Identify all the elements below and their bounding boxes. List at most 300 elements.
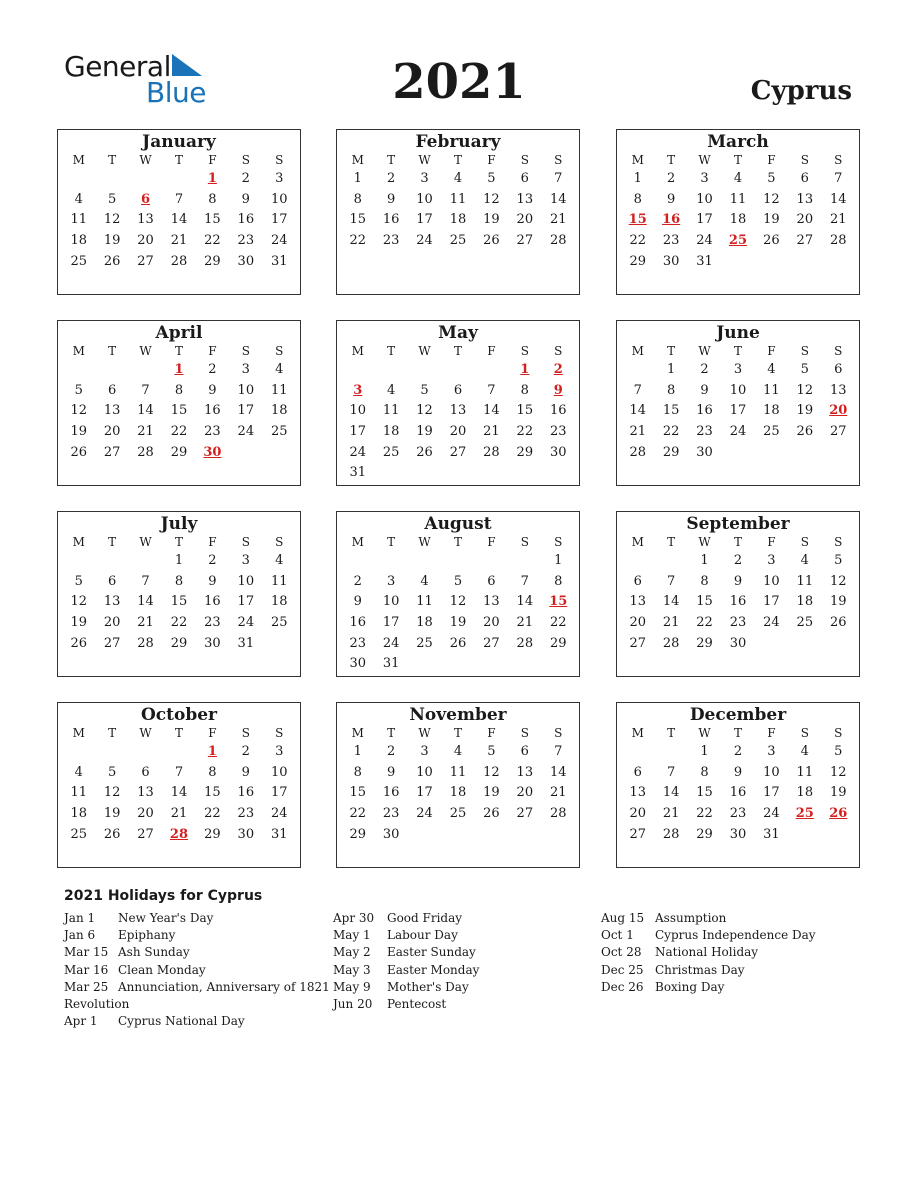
- day-cell: 30: [549, 444, 567, 460]
- holiday-day-cell: 1: [207, 171, 217, 186]
- day-cell: 16: [349, 615, 366, 631]
- day-cell: 2: [241, 744, 250, 759]
- day-cell: 4: [74, 191, 83, 207]
- day-cell: 6: [800, 171, 809, 186]
- day-cell: 16: [696, 403, 713, 419]
- day-cell: 22: [696, 615, 713, 631]
- day-cell: [441, 654, 474, 675]
- day-cell: 19: [763, 212, 780, 228]
- month-august: [336, 511, 580, 677]
- weekday-label: S: [800, 535, 809, 549]
- day-cell: 16: [204, 594, 221, 610]
- day-cell: 9: [208, 382, 217, 398]
- holiday-day-cell: 2: [553, 362, 563, 377]
- day-cell: 2: [733, 744, 743, 759]
- weekday-label: F: [767, 535, 776, 549]
- day-cell: [162, 742, 195, 763]
- holiday-day-cell: 1: [520, 362, 530, 377]
- day-cell: 3: [767, 744, 776, 759]
- day-cell: 27: [483, 635, 500, 651]
- day-cell: 20: [137, 233, 154, 249]
- day-cell: 15: [170, 594, 188, 610]
- day-cell: 10: [237, 573, 255, 589]
- day-cell: 1: [633, 171, 642, 186]
- day-cell: 11: [416, 594, 433, 610]
- day-cell: 28: [170, 253, 188, 269]
- holiday-name: Boxing Day: [655, 979, 725, 994]
- day-cell: 5: [74, 382, 83, 398]
- day-cell: 20: [449, 424, 467, 440]
- day-cell: 9: [386, 764, 396, 780]
- holiday-date: Jun 20: [333, 996, 373, 1011]
- day-cell: 28: [829, 233, 847, 249]
- week-row: [617, 252, 859, 273]
- month-name: October: [140, 705, 217, 725]
- day-cell: 14: [170, 212, 188, 228]
- day-cell: 29: [204, 826, 221, 842]
- day-cell: 26: [449, 635, 467, 651]
- week-row: [337, 613, 579, 634]
- day-cell: 15: [662, 403, 680, 419]
- day-cell: 15: [349, 785, 366, 801]
- day-cell: 11: [270, 573, 288, 589]
- weekday-label: F: [208, 344, 217, 358]
- day-cell: 3: [420, 744, 429, 759]
- week-row: [617, 783, 859, 804]
- day-cell: 23: [696, 424, 713, 440]
- holiday-entry: [64, 1013, 330, 1030]
- day-cell: 25: [449, 806, 467, 822]
- day-cell: 24: [237, 424, 255, 440]
- day-cell: 7: [633, 382, 642, 398]
- day-cell: 3: [386, 573, 396, 589]
- day-cell: 18: [70, 233, 87, 249]
- day-cell: 15: [696, 785, 713, 801]
- day-cell: 30: [662, 253, 680, 269]
- day-cell: 18: [270, 403, 288, 419]
- day-cell: 7: [834, 171, 843, 186]
- day-cell: 20: [629, 806, 646, 822]
- weekday-label: S: [275, 726, 284, 740]
- day-cell: 10: [729, 382, 747, 398]
- day-cell: 15: [516, 403, 534, 419]
- day-cell: 23: [204, 424, 221, 440]
- day-cell: 24: [416, 806, 433, 822]
- month-july: [57, 511, 301, 677]
- day-cell: 9: [733, 764, 743, 780]
- day-cell: 12: [70, 403, 87, 419]
- week-row: [337, 654, 579, 675]
- day-cell: 15: [204, 212, 221, 228]
- holiday-day-cell: 25: [728, 233, 748, 249]
- day-cell: 4: [275, 553, 284, 568]
- day-cell: 17: [696, 212, 713, 228]
- day-cell: [341, 551, 374, 572]
- weekday-label: S: [520, 535, 529, 549]
- holiday-entry: [601, 910, 816, 927]
- day-cell: 5: [420, 382, 429, 398]
- day-cell: 10: [349, 403, 366, 419]
- day-cell: [95, 742, 128, 763]
- holiday-entry: [64, 962, 330, 979]
- holiday-date: Dec 25: [601, 962, 644, 977]
- day-cell: 24: [696, 233, 713, 249]
- holiday-name: Assumption: [655, 911, 727, 925]
- day-cell: 28: [137, 444, 154, 460]
- weekday-label: T: [733, 153, 742, 167]
- day-cell: 5: [107, 764, 117, 780]
- month-name: May: [438, 323, 478, 343]
- day-cell: 10: [237, 382, 255, 398]
- weekday-label: M: [72, 344, 85, 358]
- day-cell: 13: [449, 403, 467, 419]
- day-cell: 8: [174, 382, 184, 398]
- day-cell: [129, 360, 162, 381]
- day-cell: 27: [137, 253, 154, 269]
- day-cell: 28: [516, 635, 534, 651]
- day-cell: 9: [353, 594, 362, 610]
- day-cell: [822, 825, 855, 846]
- holiday-date: Mar 15: [64, 945, 109, 960]
- day-cell: 21: [483, 424, 500, 440]
- week-row: [337, 551, 579, 572]
- day-cell: 28: [549, 806, 567, 822]
- day-cell: 18: [70, 806, 87, 822]
- day-cell: 11: [796, 764, 814, 780]
- holiday-name: Epiphany: [118, 928, 176, 943]
- holiday-day-cell: 30: [203, 444, 222, 460]
- week-row: [58, 742, 300, 763]
- day-cell: 23: [237, 233, 255, 249]
- holiday-day-cell: 3: [353, 382, 363, 398]
- holiday-entry: [601, 962, 816, 979]
- day-cell: [475, 825, 508, 846]
- week-row: [337, 422, 579, 443]
- day-cell: 6: [453, 382, 463, 398]
- holiday-date: Jan 6: [64, 928, 96, 943]
- week-row: [58, 401, 300, 422]
- holiday-entry: [601, 979, 816, 996]
- weekday-label: T: [453, 726, 462, 740]
- week-row: [58, 551, 300, 572]
- day-cell: 11: [270, 382, 288, 398]
- day-cell: 10: [763, 764, 780, 780]
- day-cell: 17: [270, 212, 288, 228]
- day-cell: 28: [662, 635, 680, 651]
- week-row: [337, 825, 579, 846]
- day-cell: 8: [174, 573, 184, 589]
- weekday-label: M: [631, 344, 644, 358]
- holiday-name: National Holiday: [655, 945, 759, 960]
- day-cell: 1: [700, 553, 709, 568]
- day-cell: 25: [449, 233, 467, 249]
- day-cell: 31: [696, 253, 713, 269]
- day-cell: 19: [483, 785, 500, 801]
- day-cell: 9: [386, 191, 396, 207]
- day-cell: 5: [487, 744, 496, 759]
- weekday-label: W: [418, 726, 431, 740]
- day-cell: 10: [270, 764, 288, 780]
- day-cell: 3: [275, 171, 284, 186]
- week-row: [617, 210, 859, 231]
- day-cell: 18: [796, 594, 814, 610]
- day-cell: 23: [237, 806, 255, 822]
- weekday-label: W: [139, 535, 152, 549]
- day-cell: 7: [141, 573, 150, 589]
- weekday-label: S: [800, 344, 809, 358]
- day-cell: 24: [237, 615, 255, 631]
- weekday-label: T: [733, 535, 742, 549]
- day-cell: 17: [382, 615, 400, 631]
- holiday-date: Mar 16: [64, 962, 109, 977]
- day-cell: 2: [241, 171, 250, 186]
- day-cell: 21: [516, 615, 534, 631]
- day-cell: 14: [137, 403, 154, 419]
- week-row: [337, 572, 579, 593]
- day-cell: [822, 634, 855, 655]
- holiday-entry: [333, 979, 479, 996]
- day-cell: 21: [549, 212, 567, 228]
- weekday-label: F: [487, 726, 496, 740]
- weekday-label: S: [241, 726, 250, 740]
- day-cell: 4: [767, 362, 776, 377]
- day-cell: 7: [554, 744, 563, 759]
- day-cell: 27: [516, 806, 534, 822]
- day-cell: 10: [270, 191, 288, 207]
- day-cell: 30: [349, 656, 366, 672]
- day-cell: [95, 360, 128, 381]
- day-cell: 27: [629, 635, 646, 651]
- week-row: [337, 231, 579, 252]
- weekday-label: S: [834, 726, 843, 740]
- weekday-label: M: [72, 535, 85, 549]
- day-cell: 29: [629, 253, 646, 269]
- weekday-header: [617, 533, 859, 551]
- holiday-day-cell: 9: [553, 382, 563, 398]
- day-cell: [542, 463, 575, 484]
- day-cell: 5: [800, 362, 809, 377]
- weekday-label: W: [698, 535, 711, 549]
- day-cell: 10: [416, 191, 433, 207]
- holiday-day-cell: 20: [829, 403, 848, 419]
- day-cell: 7: [487, 382, 496, 398]
- holiday-date: Jan 1: [64, 911, 96, 925]
- holiday-name: Ash Sunday: [118, 945, 190, 960]
- day-cell: 27: [796, 233, 814, 249]
- weekday-label: F: [767, 344, 776, 358]
- week-row: [617, 634, 859, 655]
- day-cell: [788, 825, 821, 846]
- holiday-name: Cyprus Independence Day: [655, 928, 816, 943]
- week-row: [58, 763, 300, 784]
- day-cell: 24: [349, 444, 366, 460]
- day-cell: 20: [516, 212, 534, 228]
- weekday-label: W: [418, 535, 431, 549]
- day-cell: 17: [416, 785, 433, 801]
- day-cell: 26: [763, 233, 780, 249]
- week-row: [337, 190, 579, 211]
- day-cell: 29: [696, 826, 713, 842]
- day-cell: 6: [520, 171, 529, 186]
- day-cell: 18: [796, 785, 814, 801]
- week-row: [617, 592, 859, 613]
- week-row: [337, 592, 579, 613]
- day-cell: 25: [70, 253, 87, 269]
- weekday-label: T: [733, 726, 742, 740]
- day-cell: 7: [666, 764, 676, 780]
- day-cell: [508, 463, 541, 484]
- day-cell: [788, 443, 821, 464]
- day-cell: 1: [174, 553, 184, 568]
- day-cell: [374, 360, 407, 381]
- week-row: [58, 360, 300, 381]
- day-cell: 25: [70, 826, 87, 842]
- day-cell: 15: [696, 594, 713, 610]
- day-cell: 19: [70, 615, 87, 631]
- day-cell: 4: [733, 171, 743, 186]
- day-cell: 30: [237, 253, 255, 269]
- day-cell: 23: [382, 806, 400, 822]
- weekday-label: T: [387, 344, 396, 358]
- week-row: [337, 169, 579, 190]
- month-april: [57, 320, 301, 486]
- day-cell: 9: [241, 191, 250, 207]
- holiday-date: Apr 1: [64, 1014, 98, 1029]
- day-cell: 27: [137, 826, 154, 842]
- holiday-entry: [64, 910, 330, 927]
- day-cell: 4: [453, 744, 463, 759]
- day-cell: 1: [554, 553, 563, 568]
- month-name: September: [686, 514, 790, 534]
- day-cell: 14: [516, 594, 534, 610]
- day-cell: 7: [174, 191, 184, 207]
- weekday-label: M: [351, 153, 364, 167]
- weekday-label: T: [108, 153, 117, 167]
- month-january: [57, 129, 301, 295]
- day-cell: 13: [629, 785, 646, 801]
- day-cell: 23: [662, 233, 680, 249]
- weekday-label: W: [139, 726, 152, 740]
- day-cell: 13: [103, 594, 121, 610]
- day-cell: 27: [629, 826, 646, 842]
- week-row: [337, 634, 579, 655]
- day-cell: 28: [629, 444, 646, 460]
- day-cell: 17: [416, 212, 433, 228]
- holiday-day-cell: 6: [141, 191, 151, 207]
- day-cell: 3: [767, 553, 776, 568]
- day-cell: 13: [483, 594, 500, 610]
- holiday-entry: [601, 944, 816, 961]
- day-cell: 16: [729, 785, 747, 801]
- day-cell: 13: [103, 403, 121, 419]
- week-row: [337, 443, 579, 464]
- weekday-header: [58, 724, 300, 742]
- day-cell: 13: [829, 382, 847, 398]
- weekday-label: F: [487, 153, 496, 167]
- day-cell: 22: [516, 424, 534, 440]
- day-cell: 9: [241, 764, 250, 780]
- day-cell: [129, 742, 162, 763]
- weekday-label: M: [72, 153, 85, 167]
- day-cell: 8: [353, 764, 362, 780]
- day-cell: 18: [729, 212, 747, 228]
- day-cell: 12: [449, 594, 467, 610]
- day-cell: 2: [353, 573, 362, 589]
- day-cell: 29: [696, 635, 713, 651]
- week-row: [337, 783, 579, 804]
- day-cell: 20: [483, 615, 500, 631]
- day-cell: 24: [729, 424, 747, 440]
- weekday-header: [337, 342, 579, 360]
- day-cell: [475, 360, 508, 381]
- week-row: [617, 231, 859, 252]
- week-row: [58, 422, 300, 443]
- week-row: [617, 572, 859, 593]
- holiday-name: Good Friday: [387, 911, 463, 925]
- holiday-date: May 3: [333, 962, 371, 977]
- day-cell: 20: [137, 806, 154, 822]
- holiday-entry: [601, 927, 816, 944]
- day-cell: 19: [829, 594, 847, 610]
- holiday-name: Pentecost: [387, 996, 447, 1011]
- weekday-label: F: [487, 535, 496, 549]
- weekday-label: W: [139, 344, 152, 358]
- day-cell: [229, 443, 262, 464]
- month-september: [616, 511, 860, 677]
- holiday-name: Cyprus National Day: [118, 1014, 245, 1029]
- day-cell: 27: [829, 424, 847, 440]
- day-cell: 25: [763, 424, 780, 440]
- weekday-label: T: [667, 535, 676, 549]
- day-cell: [475, 551, 508, 572]
- weekday-header: [337, 724, 579, 742]
- day-cell: 4: [420, 573, 429, 589]
- holiday-day-cell: 1: [207, 744, 217, 759]
- day-cell: 7: [520, 573, 529, 589]
- weekday-label: W: [418, 153, 431, 167]
- week-row: [617, 551, 859, 572]
- holiday-entry: [333, 910, 479, 927]
- holiday-entry: [64, 927, 330, 944]
- weekday-header: [337, 151, 579, 169]
- week-row: [617, 825, 859, 846]
- day-cell: 19: [449, 615, 467, 631]
- day-cell: 25: [382, 444, 400, 460]
- day-cell: 1: [353, 171, 362, 186]
- holiday-day-cell: 16: [662, 212, 681, 228]
- day-cell: 5: [107, 191, 117, 207]
- week-row: [337, 401, 579, 422]
- weekday-label: T: [733, 344, 742, 358]
- weekday-label: T: [174, 153, 183, 167]
- day-cell: 31: [382, 656, 400, 672]
- day-cell: 2: [208, 362, 217, 377]
- day-cell: 7: [141, 382, 150, 398]
- weekday-label: T: [387, 153, 396, 167]
- day-cell: 21: [137, 615, 154, 631]
- day-cell: 2: [386, 171, 396, 186]
- week-row: [58, 252, 300, 273]
- day-cell: 5: [487, 171, 496, 186]
- weekday-label: W: [698, 153, 711, 167]
- day-cell: 29: [662, 444, 680, 460]
- day-cell: 30: [696, 444, 713, 460]
- day-cell: [755, 634, 788, 655]
- country-name: Cyprus: [750, 76, 852, 106]
- weekday-label: S: [275, 535, 284, 549]
- day-cell: 17: [763, 594, 780, 610]
- day-cell: 6: [633, 764, 642, 780]
